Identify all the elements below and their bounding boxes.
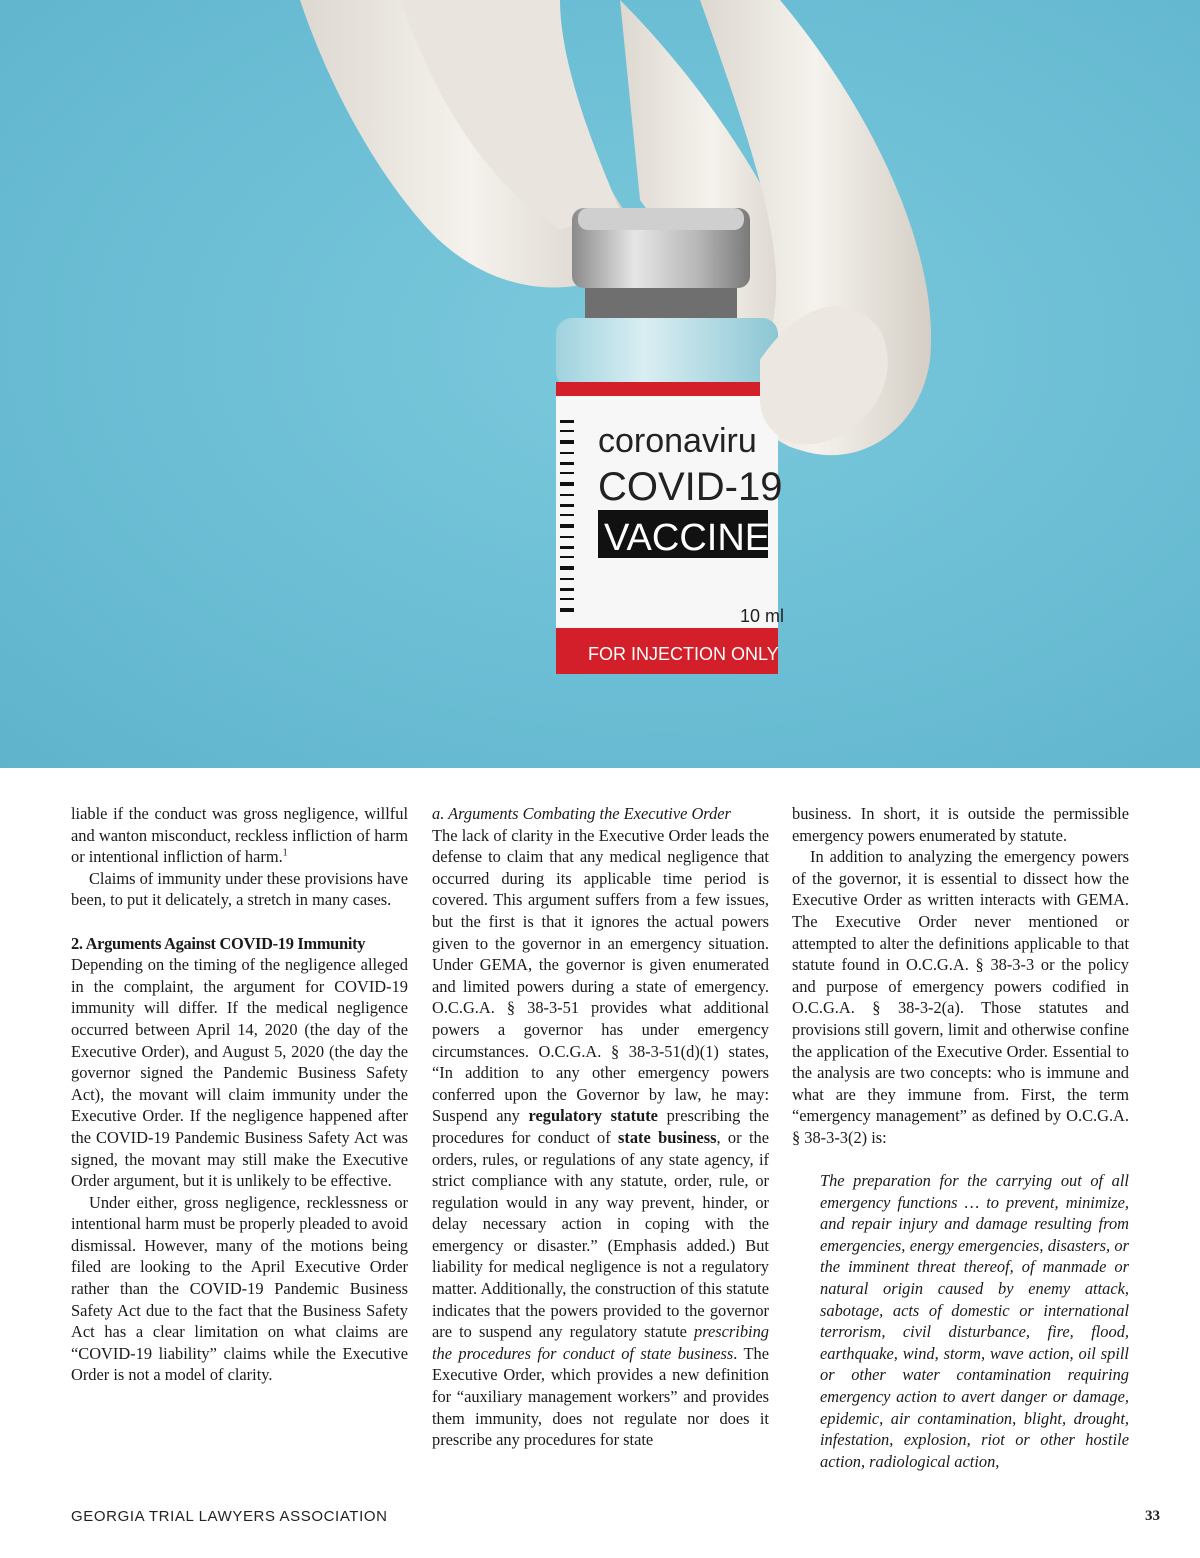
paragraph: Depending on the timing of the negligence alleged in the complaint, the argument for COVID-19 immunity will differ. If the medical negligence occurred between April 14, 2020 (the day of the Executive Order), and August 5, 2020 (the day the governor signed the Pandemic Business Safety Act), the movant will claim immunity under the Executive Order. If the negligence happened after the COVID-19 Pandemic Business Safety Act was signed, the movant may still make the Executive Order argument, but it is unlikely to be effective. <box>71 955 408 1191</box>
publication-name: GEORGIA TRIAL LAWYERS ASSOCIATION <box>71 1508 388 1525</box>
vial-volume: 10 ml <box>740 606 785 626</box>
column-2 <box>432 803 769 1451</box>
paragraph: liable if the conduct was gross negligence, willful and wanton misconduct, reckless infliction of harm or intentional infliction of harm.$^1$ <box>71 804 408 867</box>
vial-label-line2: COVID-19 <box>598 465 783 509</box>
emphasis-regulatory-statute: regulatory statute <box>528 1106 658 1126</box>
vial-label-line3: VACCINE <box>604 517 771 559</box>
paragraph: business. In short, it is outside the permissible emergency powers enumerated by statute. <box>792 804 1129 845</box>
column-3 <box>792 803 1129 1472</box>
italic-phrase: prescribing the procedures for conduct of state business <box>432 1322 769 1363</box>
vial-band-text: FOR INJECTION ONLY <box>588 644 779 664</box>
emphasis-state-business: state business <box>618 1127 717 1147</box>
section-heading: 2. Arguments Against COVID-19 Immunity <box>71 933 366 953</box>
footnote-ref: 1 <box>282 847 288 859</box>
block-quote: The preparation for the carrying out of all emergency functions … to prevent, minimize, and repair injury and damage resulting from emergencies, energy emergencies, disasters, or the imminent threat thereof, of manmade or natural origin caused by enemy attack, sabotage, acts of domestic or international terrorism, civil disturbance, fire, flood, earthquake, wind, storm, wave action, oil spill or other water contamination requiring emergency action to avert danger or damage, epidemic, air contamination, blight, drought, infestation, explosion, riot or other hostile action, radiological action, <box>820 1171 1129 1471</box>
paragraph: Claims of immunity under these provisions have been, to put it delicately, a stretch in many cases. <box>71 868 408 910</box>
vaccine-vial-illustration <box>0 0 1200 768</box>
paragraph: Under either, gross negligence, recklessness or intentional harm must be properly pleaded to avoid dismissal. However, many of the motions being filed are looking to the April Executive Order rather than the COVID-19 Pandemic Business Safety Act due to the fact that the Business Safety Act has a clear limitation on what claims are “COVID-19 liability” claims while the Executive Order is not a model of clarity. <box>71 1192 408 1385</box>
paragraph: In addition to analyzing the emergency powers of the governor, it is essential to dissect how the Executive Order as written interacts with GEMA. The Executive Order never mentioned or attempted to alter the definitions applicable to that statute found in O.C.G.A. § 38-3-3 or the policy and purpose of emergency powers codified in O.C.G.A. § 38-3-2(a). Those statutes and provisions still govern, limit and otherwise confine the application of the Executive Order. Essential to the analysis are two concepts: who is immune and what are they immune from. First, the term “emergency management” as defined by O.C.G.A. § 38-3-3(2) is: <box>792 847 1129 1147</box>
page-number: 33 <box>1145 1508 1160 1524</box>
column-1 <box>71 803 408 1386</box>
vial-label-line1: coronaviru <box>598 422 757 460</box>
subsection-heading: a. Arguments Combating the Executive Order <box>432 804 731 823</box>
paragraph: The lack of clarity in the Executive Order leads the defense to claim that any medical negligence that occurred during its applicable time period is covered. This argument suffers from a few issues, but the first is that it ignores the actual powers given to the governor in an emergency situation. Under GEMA, the governor is given enumerated and limited powers during a state of emergency. O.C.G.A. § 38-3-51 provides what additional powers a governor has under emergency circumstances. O.C.G.A. § 38-3-51(d)(1) states, “In addition to any other emergency powers conferred upon the Governor by law, he may: Suspend any regulatory statute prescribing the procedures for conduct of state business, or the orders, rules, or regulations of any state agency, if strict compliance with any statute, order, rule, or regulation would in any way prevent, hinder, or delay necessary action in coping with the emergency or disaster.” (Emphasis added.) But liability for medical negligence is not a regulatory matter. Additionally, the construction of this statute indicates that the powers provided to the governor are to suspend any regulatory statute prescribing the procedures for conduct of state business. The Executive Order, which provides a new definition for “auxiliary management workers” and provides them immunity, does not regulate nor does it prescribe any procedures for state <box>432 825 769 1450</box>
vaccine-photo <box>0 0 1200 768</box>
